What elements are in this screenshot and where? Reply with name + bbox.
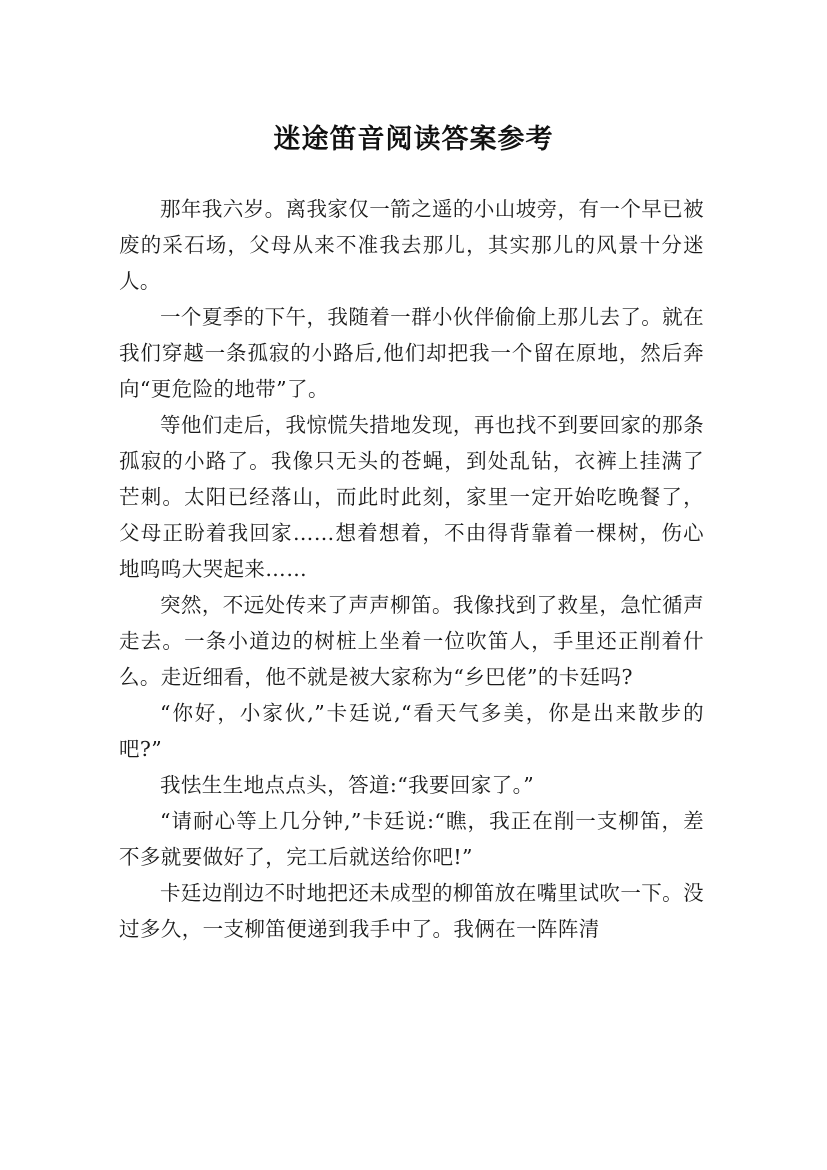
paragraph-5: “你好，小家伙,”卡廷说,“看天气多美，你是出来散步的吧?” (119, 701, 704, 761)
paragraph-4: 突然，不远处传来了声声柳笛。我像找到了救星，急忙循声走去。一条小道边的树桩上坐着一位吹笛人，手里还正削着什么。走近细看，他不就是被大家称为“乡巴佬”的卡廷吗? (119, 593, 704, 689)
page-title: 迷途笛音阅读答案参考 (273, 124, 554, 156)
paragraph-7: “请耐心等上几分钟,”卡廷说:“瞧，我正在削一支柳笛，差不多就要做好了，完工后就送给你吧!” (119, 809, 704, 869)
paragraph-6: 我怯生生地点点头，答道:“我要回家了。” (160, 773, 535, 797)
paragraph-8: 卡廷边削边不时地把还未成型的柳笛放在嘴里试吹一下。没过多久，一支柳笛便递到我手中了。我俩在一阵阵清 (119, 881, 704, 941)
paragraph-1: 那年我六岁。离我家仅一箭之遥的小山坡旁，有一个早已被废的采石场，父母从来不准我去那儿，其实那儿的风景十分迷人。 (119, 197, 704, 293)
paragraph-3: 等他们走后，我惊慌失措地发现，再也找不到要回家的那条孤寂的小路了。我像只无头的苍蝇，到处乱钻，衣裤上挂满了芒刺。太阳已经落山，而此时此刻，家里一定开始吃晚餐了，父母正盼着我回家……想着想着，不由得背靠着一棵树，伤心地呜呜大哭起来…… (119, 413, 704, 581)
article-body (119, 191, 704, 947)
paragraph-2: 一个夏季的下午，我随着一群小伙伴偷偷上那儿去了。就在我们穿越一条孤寂的小路后,他们却把我一个留在原地，然后奔向“更危险的地带”了。 (119, 305, 704, 401)
